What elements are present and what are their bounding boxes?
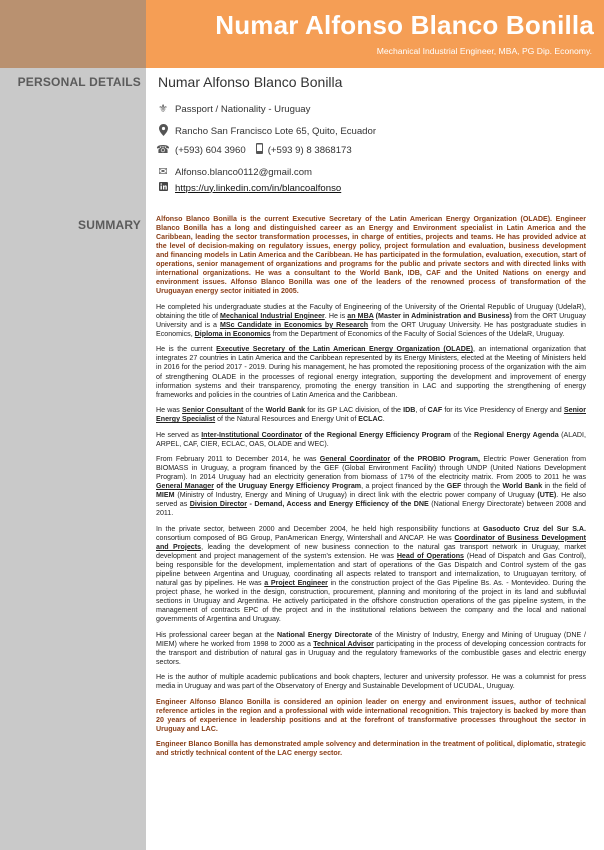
linkedin-link[interactable]: https://uy.linkedin.com/in/blancoalfonso (175, 182, 342, 194)
probio-paragraph (156, 455, 586, 518)
text-run: , an international organization that integrates 27 countries in Latin America and the Caribbean represented by its Energy Ministers, elected at the Meeting of Ministers held in 2016 for the period 2017 - 2019. During his management, he has promoted the repositioning process of the organization with the aim of strengthening OLADE in the processes of regional energy integration, supporting the development and improvement of energy information systems and their transparency, promoting the energy transition in LAC and supporting the strengthening of energy frameworks and policies in the countries of Latin America and the Caribbean. (156, 345, 586, 399)
text-run: of the (450, 430, 475, 439)
mobile-text: (+593 9) 8 3868173 (267, 144, 352, 156)
email-text[interactable]: Alfonso.blanco0112@gmail.com (175, 167, 313, 178)
email-icon: ✉ (158, 166, 168, 178)
closing-paragraph: Engineer Blanco Bonilla has demonstrated ample solvency and determination in the treatment of political, diplomatic, strategic and strictly technical content of the LAC energy sector. (156, 740, 586, 758)
text-run: of the Natural Resources and Energy Unit of (215, 415, 359, 424)
text-run-bold: Gasoducto Cruz del Sur S.A. (482, 524, 586, 533)
text-run: through the (461, 482, 503, 491)
text-run: (National Energy Directorate) between 2008 and 2011. (156, 500, 586, 518)
text-run: . (382, 415, 385, 424)
text-run: participating in the process of developing concession contracts for the transport and distribution of natural gas in Uruguay and the regulatory frameworks of the combustible gases and electric energy sectors. (156, 639, 586, 666)
passport-icon: ⚜ (158, 103, 168, 115)
text-run: , a project financed by the (361, 482, 447, 491)
header-left-block (0, 0, 146, 68)
text-run-bold: IDB (403, 406, 416, 415)
text-run: , leading the development of new business connection to the natural gas transport network in Uruguay, market development and project management of the system's extension. He was (156, 542, 587, 560)
text-run-bold: National Energy Directorate (277, 630, 373, 639)
address-text: Rancho San Francisco Lote 65, Quito, Ecuador (175, 126, 377, 137)
text-run: consortium composed of BG Group, PanAmerican Energy, Wintershall and ANCAP. He was (156, 533, 455, 542)
olade-paragraph (156, 345, 586, 399)
coordinator-paragraph (156, 431, 586, 449)
role-division-director: Division Director (189, 500, 248, 509)
text-run-bold: Regional Energy Agenda (474, 430, 559, 439)
text-run-bold: ECLAC (358, 415, 383, 424)
text-run: for its Vice Presidency of Energy and (442, 406, 564, 415)
text-run: from the Department of Economics of the Faculty of Social Sciences of the UdelaR, Uruguay. (270, 329, 565, 338)
role-inter-institutional: Inter-Institutional Coordinator (201, 430, 303, 439)
text-run-bold: of the Regional Energy Efficiency Program (302, 430, 451, 439)
page-title: Numar Alfonso Blanco Bonilla (215, 10, 594, 40)
role-technical-advisor: Technical Advisor (313, 639, 374, 648)
text-run-bold: GEF (446, 482, 462, 491)
degree-mba: an MBA (347, 311, 374, 320)
email-row (156, 167, 312, 178)
phone-row (156, 143, 352, 157)
role-head-operations: Head of Operations (396, 551, 464, 560)
text-run-bold: CAF (427, 406, 443, 415)
summary-intro: Alfonso Blanco Bonilla is the current Executive Secretary of the Latin American Energy Organization (OLADE). Engineer Blanco Bonilla has a long and distinguished career as an Energy and Environment specialist in Latin America and the Caribbean, leading the sector transformation processes, in charge of entities, projects and teams. He has provided advice at the level of decision-making on regulatory issues, energy policy, project formulation and evaluation, business development and financing models in Latin America and the Caribbean. He has participated in the formulation, evaluation, execution, start of operations, senior management of organizations and programs for the public and private sectors and with directed links with international organizations. He was a consultant to the World Bank, IDB, CAF and the United Nations on energy and environment issues. Alfonso Blanco Bonilla was one of the leaders of the renowned process of transformation of the Uruguayan energy sector initiated in 2005. (156, 215, 586, 296)
education-paragraph (156, 303, 586, 339)
degree-msc: MSc Candidate in Economics by Research (219, 320, 369, 329)
text-run: (ALADI, ARPEL, CAF, CIER, ECLAC, OAS, OLADE and WEC). (156, 430, 586, 448)
linkedin-icon (156, 182, 170, 194)
passport-text: Passport / Nationality - Uruguay (175, 104, 311, 115)
location-pin-icon (156, 124, 170, 139)
text-run-bold: (Master in Administration and Business) (373, 311, 512, 320)
page-subtitle: Mechanical Industrial Engineer, MBA, PG Dip. Economy. (376, 46, 592, 56)
role-business-coordinator: Coordinator of Business Development and Projects (156, 533, 587, 551)
text-run: of the (243, 406, 266, 415)
text-run: from the ORT Uruguay University. He has postgraduate studies in Economics, (156, 320, 586, 338)
opinion-leader-paragraph: Engineer Alfonso Blanco Bonilla is considered an opinion leader on energy and environment issues, author of technical reference articles in the region and a professional with wide international recognition. This trajectory is backed by more than 20 years of experience in leadership positions and at the forefront of transformative processes throughout the sector in Uruguay and LAC. (156, 697, 586, 733)
text-run-bold: of the PROBIO Program, (390, 455, 480, 464)
passport-row (156, 104, 310, 115)
consultant-paragraph (156, 406, 586, 424)
mobile-icon (255, 143, 265, 157)
address-row (156, 124, 376, 139)
personal-details-heading: PERSONAL DETAILS (17, 75, 141, 89)
text-run: From February 2011 to December 2014, he was (156, 455, 320, 464)
text-run: He completed his undergraduate studies at the Faculty of Engineering of the University of the Oriental Republic of Uruguay (UdelaR), obtaining the title of (156, 302, 586, 320)
degree-diploma: Diploma in Economics (194, 329, 271, 338)
text-run: He served as (156, 430, 202, 439)
private-sector-paragraph (156, 525, 586, 625)
text-run: in the construction project of the Gas Pipeline Bs. As. - Montevideo. During the project phase, he worked in the design, construction, procurement, planning and monitoring of the project in its land and subfluvial sections in Uruguay and Argentina. He actively participated in the offshore construction operations of the gas pipeline system, in the management of contracts EPC of the project and in the institutional relations between the company and the local and national governments of Argentina and Uruguay. (156, 579, 586, 624)
text-run-bold: MIEM (156, 491, 175, 500)
text-run: from the ORT Uruguay University and is a (156, 311, 586, 329)
text-run: of the Ministry of Industry, Energy and Mining of Uruguay (DNE / MIEM) where he worked from 1998 to 2000 as a (156, 630, 586, 648)
career-start-paragraph (156, 631, 586, 667)
summary-heading: SUMMARY (78, 218, 141, 232)
text-run: (Ministry of Industry, Energy and Mining of Uruguay) in direct link with the electric power company of Uruguay (174, 491, 538, 500)
text-run-bold: World Bank (265, 406, 306, 415)
text-run: He is the current (156, 345, 217, 354)
role-senior-consultant: Senior Consultant (182, 406, 244, 415)
text-run-bold: - Demand, Access and Energy Efficiency of the DNE (247, 500, 429, 509)
role-project-engineer: a Project Engineer (264, 579, 328, 588)
text-run-bold: World Bank (502, 482, 543, 491)
text-run: . He also served as (156, 491, 586, 509)
text-run: in the field of (542, 482, 587, 491)
role-general-coordinator: General Coordinator (319, 455, 391, 464)
publications-paragraph: He is the author of multiple academic publications and book chapters, lecturer and university professor. He was a columnist for press media in Uruguay and was part of the Observatory of Energy and Sustainable Development of UCUDAL, Uruguay. (156, 673, 586, 691)
phone-text: (+593) 604 3960 (175, 144, 246, 156)
text-run-bold: of the Uruguay Energy Efficiency Program (213, 482, 362, 491)
summary-content (156, 215, 586, 763)
phone-icon: ☎ (156, 143, 170, 156)
linkedin-row (156, 182, 341, 194)
text-run: (Head of Dispatch and Gas Control), being responsible for the development, implementation and start of operations of the Gas Dispatch and Control system of the gas pipeline between Argentina and Uruguay, coordinating all aspects related to transport and internalization, to Uruguayan territory, of natural gas by pipelines. He was (156, 551, 586, 588)
text-run: In the private sector, between 2000 and December 2004, he held high responsibility functions at (156, 524, 483, 533)
text-run: , of (415, 406, 428, 415)
text-run-bold: (UTE) (537, 491, 557, 500)
role-senior-energy-specialist: Senior Energy Specialist (156, 406, 586, 424)
page-header (146, 0, 604, 68)
role-olade: Executive Secretary of the Latin American Energy Organization (OLADE) (216, 345, 473, 354)
text-run: He was (156, 406, 183, 415)
degree-mechanical: Mechanical Industrial Engineer (220, 311, 325, 320)
sidebar-panel (0, 0, 146, 850)
person-name: Numar Alfonso Blanco Bonilla (158, 74, 343, 90)
role-general-manager: General Manager (156, 482, 214, 491)
text-run: His professional career began at the (156, 630, 278, 639)
text-run: . He is (324, 311, 348, 320)
text-run: for its GP LAC division, of the (305, 406, 404, 415)
text-run: Electric Power Generation from BIOMASS in Uruguay, a program financed by the GEF (Global Environment Facility) through UNDP (United Nations Development Program). In 2014 Uruguay had an electricity generation from biomass of 17% of the electricity matrix. From 2005 to 2011 he was (156, 455, 586, 482)
